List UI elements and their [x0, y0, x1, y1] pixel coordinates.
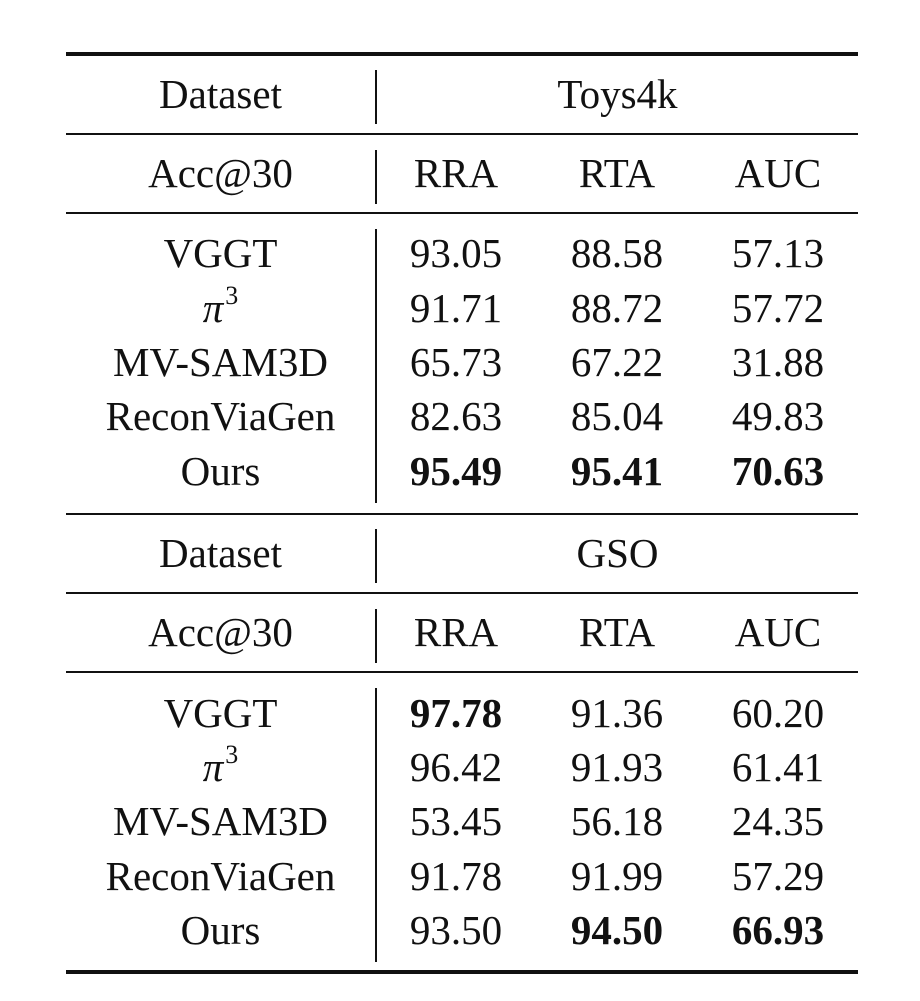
value-cell: 60.20 — [731, 690, 825, 736]
method-superscript: 3 — [225, 740, 239, 769]
value-cell: 65.73 — [409, 339, 503, 385]
pi-symbol: π — [202, 285, 224, 331]
value-cell: 70.63 — [731, 448, 825, 494]
value-cell: 49.83 — [731, 393, 825, 439]
value-cell: 53.45 — [409, 798, 503, 844]
bottom-rule — [66, 970, 858, 974]
value-cell: 85.04 — [570, 393, 664, 439]
column-separator — [375, 688, 377, 962]
dataset-label: Dataset — [159, 71, 282, 117]
value-cell: 61.41 — [731, 744, 825, 790]
method-name: VGGT — [163, 690, 278, 736]
column-header-rule — [66, 671, 858, 673]
value-cell: 67.22 — [570, 339, 664, 385]
value-cell: 91.36 — [570, 690, 664, 736]
method-name: ReconViaGen — [105, 393, 336, 439]
column-header-rule — [66, 212, 858, 214]
pi-symbol: π — [202, 744, 224, 790]
value-cell: 93.05 — [409, 230, 503, 276]
value-cell: 82.63 — [409, 393, 503, 439]
column-header: RTA — [578, 150, 656, 196]
column-header: RTA — [578, 609, 656, 655]
value-cell: 57.29 — [731, 853, 825, 899]
value-cell: 96.42 — [409, 744, 503, 790]
value-cell: 57.72 — [731, 285, 825, 331]
method-name: Ours — [180, 907, 261, 953]
header-rule — [66, 592, 858, 594]
method-name — [66, 281, 375, 335]
value-cell: 88.72 — [570, 285, 664, 331]
column-header: RRA — [413, 150, 499, 196]
block-separator-rule — [66, 513, 858, 515]
method-name: VGGT — [163, 230, 278, 276]
value-cell: 95.41 — [570, 448, 664, 494]
column-separator — [375, 609, 377, 663]
column-separator — [375, 229, 377, 503]
method-name — [66, 740, 375, 794]
method-name: Ours — [180, 448, 261, 494]
value-cell: 66.93 — [731, 907, 825, 953]
column-header: AUC — [734, 609, 822, 655]
value-cell: 56.18 — [570, 798, 664, 844]
value-cell: 91.71 — [409, 285, 503, 331]
dataset-label: Dataset — [159, 530, 282, 576]
value-cell: 24.35 — [731, 798, 825, 844]
method-name: ReconViaGen — [105, 853, 336, 899]
column-header: AUC — [734, 150, 822, 196]
metric-label: Acc@30 — [148, 150, 293, 196]
value-cell: 91.78 — [409, 853, 503, 899]
column-separator — [375, 150, 377, 204]
top-rule — [66, 52, 858, 56]
method-name: MV-SAM3D — [113, 798, 328, 844]
header-rule — [66, 133, 858, 135]
method-name: MV-SAM3D — [113, 339, 328, 385]
value-cell: 94.50 — [570, 907, 664, 953]
metric-label: Acc@30 — [148, 609, 293, 655]
value-cell: 57.13 — [731, 230, 825, 276]
value-cell: 95.49 — [409, 448, 503, 494]
column-header: RRA — [413, 609, 499, 655]
value-cell: 91.93 — [570, 744, 664, 790]
value-cell: 88.58 — [570, 230, 664, 276]
value-cell: 91.99 — [570, 853, 664, 899]
dataset-name: GSO — [576, 530, 659, 576]
dataset-name: Toys4k — [557, 71, 678, 117]
method-superscript: 3 — [225, 281, 239, 310]
value-cell: 97.78 — [409, 690, 503, 736]
value-cell: 93.50 — [409, 907, 503, 953]
value-cell: 31.88 — [731, 339, 825, 385]
